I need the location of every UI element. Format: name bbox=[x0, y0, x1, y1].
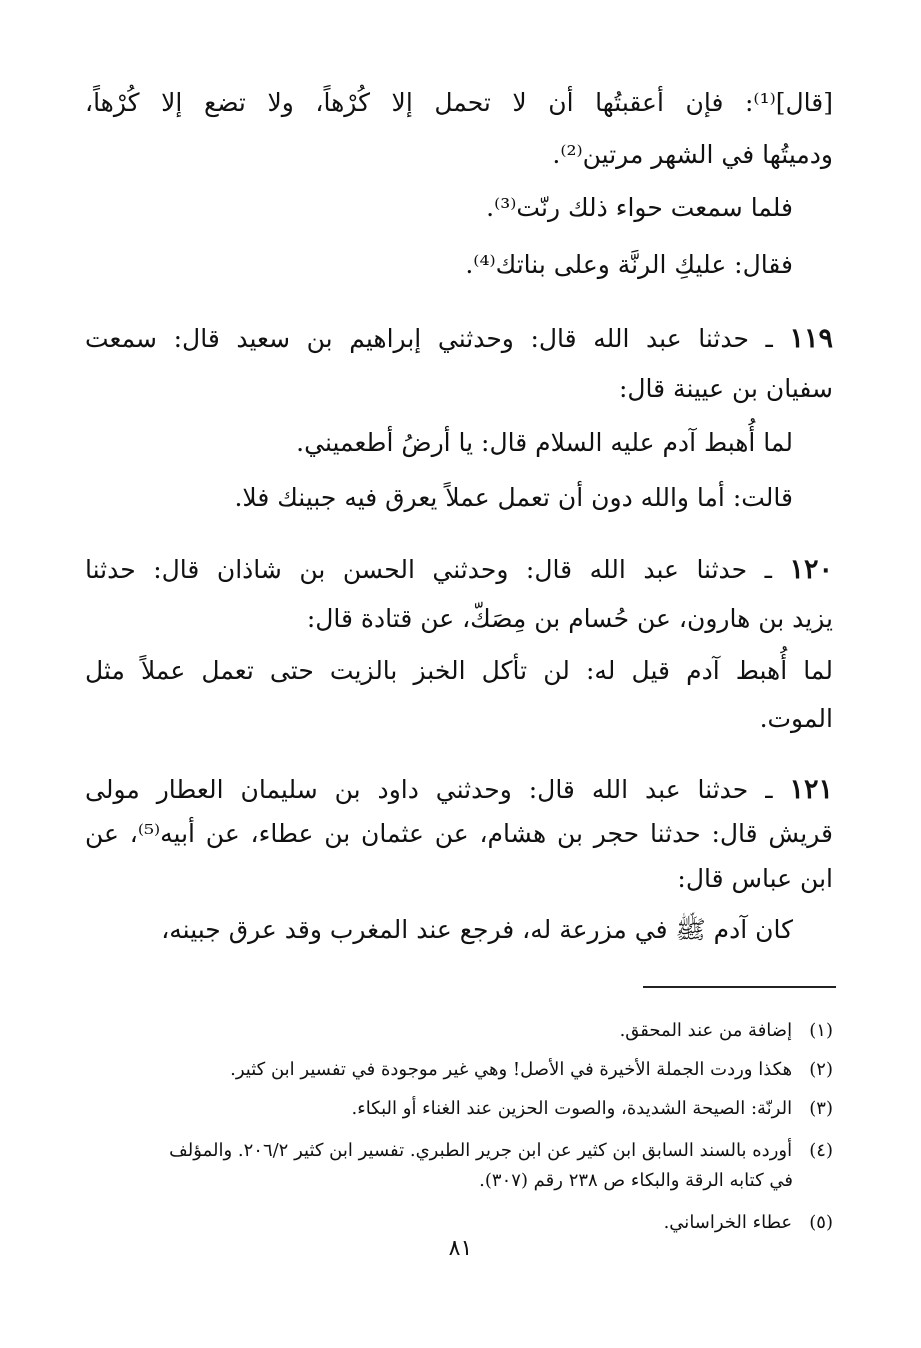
narration-119-line: قالت: أما والله دون أن تعمل عملاً يعرق فيه جبينك فلا. bbox=[234, 483, 793, 512]
paragraph-line: فلما سمعت حواء ذلك رنّت⁽³⁾. bbox=[486, 193, 793, 222]
narration-121-line: كان آدم ﷺ في مزرعة له، فرجع عند المغرب وقد عرق جبينه، bbox=[161, 915, 793, 944]
narration-number: ١٢٠ bbox=[789, 554, 833, 585]
narration-119-line: ١١٩ ـ حدثنا عبد الله قال: وحدثني إبراهيم بن سعيد قال: سمعت bbox=[85, 323, 833, 354]
narration-119-line: سفيان بن عيينة قال: bbox=[618, 374, 833, 403]
footnote-1: (١) إضافة من عند المحقق. bbox=[619, 1020, 833, 1041]
paragraph-line: ودميتُها في الشهر مرتين⁽²⁾. bbox=[552, 140, 833, 169]
narration-119-line: لما أُهبط آدم عليه السلام قال: يا أرضُ أطعميني. bbox=[296, 428, 793, 457]
paragraph-line: فقال: عليكِ الرنَّة وعلى بناتك⁽⁴⁾. bbox=[465, 250, 793, 279]
narration-121-line: قريش قال: حدثنا حجر بن هشام، عن عثمان بن عطاء، عن أبيه⁽⁵⁾، عن bbox=[85, 819, 833, 848]
page-number: ٨١ bbox=[448, 1236, 473, 1261]
narration-120-line: لما أُهبط آدم قيل له: لن تأكل الخبز بالزيت حتى تعمل عملاً مثل bbox=[85, 656, 833, 685]
footnote-4: (٤) أورده بالسند السابق ابن كثير عن ابن جرير الطبري. تفسير ابن كثير ٢٠٦/٢. والمؤلف bbox=[169, 1140, 833, 1161]
narration-number: ١١٩ bbox=[789, 323, 833, 354]
footnote-divider bbox=[643, 986, 836, 988]
footnote-2: (٢) هكذا وردت الجملة الأخيرة في الأصل! وهي غير موجودة في تفسير ابن كثير. bbox=[230, 1059, 833, 1080]
narration-121-line: ١٢١ ـ حدثنا عبد الله قال: وحدثني داود بن سليمان العطار مولى bbox=[85, 774, 833, 805]
footnote-5: (٥) عطاء الخراساني. bbox=[663, 1212, 833, 1233]
narration-121-line: ابن عباس قال: bbox=[677, 864, 833, 893]
footnote-3: (٣) الرنّة: الصيحة الشديدة، والصوت الحزين عند الغناء أو البكاء. bbox=[351, 1098, 833, 1119]
paragraph-line: [قال]⁽¹⁾: فإن أعقبتُها أن لا تحمل إلا كُرْهاً، ولا تضع إلا كُرْهاً، bbox=[85, 88, 833, 117]
narration-number: ١٢١ bbox=[789, 774, 833, 805]
footnote-4-continuation: في كتابه الرقة والبكاء ص ٢٣٨ رقم (٣٠٧). bbox=[479, 1170, 793, 1191]
narration-120-line: الموت. bbox=[759, 704, 833, 733]
narration-120-line: يزيد بن هارون، عن حُسام بن مِصَكّ، عن قتادة قال: bbox=[306, 604, 833, 633]
narration-120-line: ١٢٠ ـ حدثنا عبد الله قال: وحدثني الحسن بن شاذان قال: حدثنا bbox=[85, 554, 833, 585]
